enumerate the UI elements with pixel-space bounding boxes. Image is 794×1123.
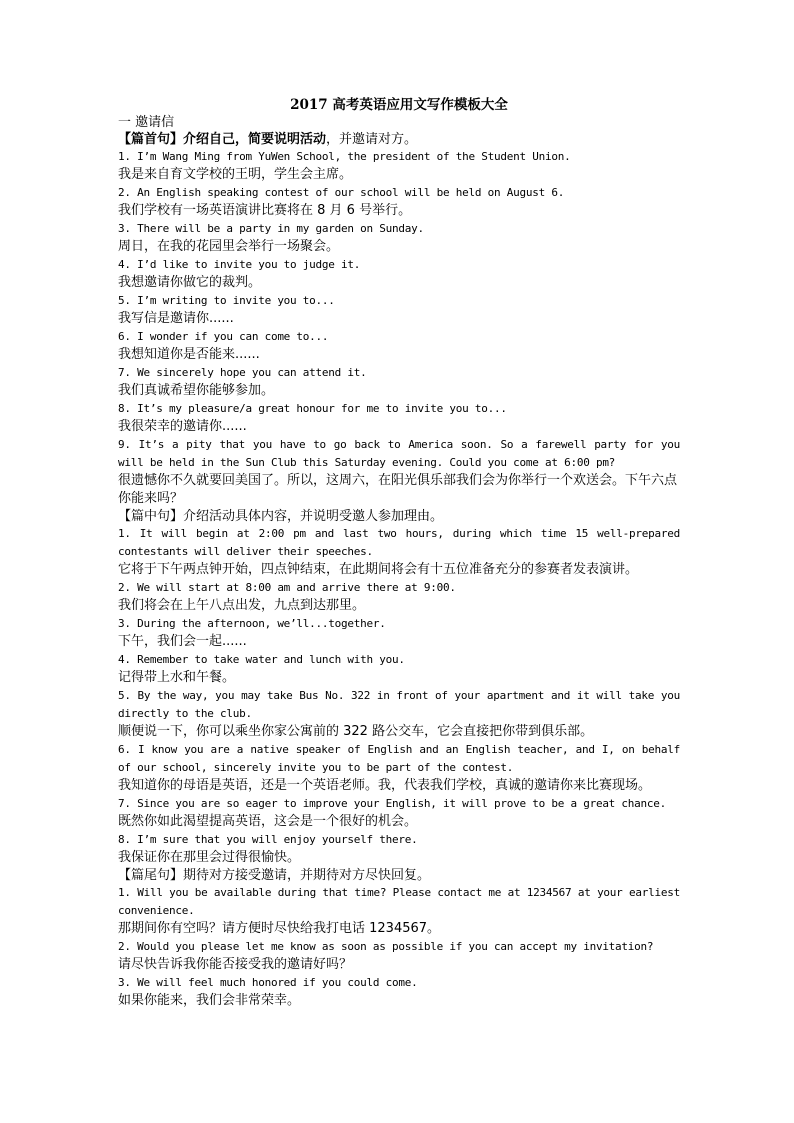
chinese-translation: 下午，我们会一起...... [118,634,247,649]
section-label [118,131,680,148]
list-item [118,436,680,508]
list-item [118,938,680,974]
english-sentence: 5. I’m writing to invite you to... [118,294,335,307]
chinese-translation: 我们将会在上午八点出发，九点到达那里。 [118,598,366,613]
english-sentence: 3. During the afternoon, we’ll...together. [118,617,386,630]
english-sentence: 1. I’m Wang Ming from YuWen School, the president of the Student Union. [118,150,571,163]
chinese-translation: 我写信是邀请你...... [118,311,234,326]
list-item [118,741,680,795]
english-sentence: 4. I’d like to invite you to judge it. [118,258,361,271]
chinese-translation: 既然你如此渴望提高英语，这会是一个很好的机会。 [118,814,418,829]
chinese-translation: 我们真诚希望你能够参加。 [118,383,275,398]
english-sentence: 3. There will be a party in my garden on Sunday. [118,222,424,235]
list-item [118,974,680,1010]
chinese-translation: 如果你能来，我们会非常荣幸。 [118,993,301,1008]
chinese-translation: 记得带上水和午餐。 [118,670,236,685]
english-sentence: 8. I’m sure that you will enjoy yourself there. [118,833,418,846]
english-sentence: 9. It’s a pity that you have to go back to America soon. So a farewell party for you will be held in the Sun Club this Saturday evening. Could you come at 6:00 pm? [118,438,680,469]
list-item [118,651,680,687]
english-sentence: 8. It’s my pleasure/a great honour for me to invite you to... [118,402,507,415]
chinese-translation: 我想知道你是否能来...... [118,347,260,362]
list-item [118,400,680,436]
list-item [118,364,680,400]
chinese-translation: 我知道你的母语是英语，还是一个英语老师。我，代表我们学校，真诚的邀请你来比赛现场。 [118,778,652,793]
chinese-translation: 我想邀请你做它的裁判。 [118,275,262,290]
chinese-translation: 那期间你有空吗？请方便时尽快给我打电话 1234567。 [118,921,441,936]
list-item [118,795,680,831]
section-label [118,508,680,525]
english-sentence: 1. It will begin at 2:00 pm and last two hours, during which time 15 well-prepared contestants will deliver their speeches. [118,527,680,558]
list-item [118,687,680,741]
chinese-translation: 周日，在我的花园里会举行一场聚会。 [118,239,340,254]
list-item [118,256,680,292]
document-page [118,96,680,1010]
letter-type-heading: 一 邀请信 [118,115,175,130]
list-item [118,184,680,220]
english-sentence: 6. I wonder if you can come to... [118,330,329,343]
chinese-translation: 顺便说一下，你可以乘坐你家公寓前的 322 路公交车，它会直接把你带到俱乐部。 [118,724,594,739]
list-item [118,525,680,579]
list-item [118,148,680,184]
english-sentence: 5. By the way, you may take Bus No. 322 in front of your apartment and it will take you directly to the club. [118,689,680,720]
english-sentence: 7. We sincerely hope you can attend it. [118,366,367,379]
english-sentence: 6. I know you are a native speaker of English and an English teacher, and I, on behalf of our school, sincerely invite you to be part of the contest. [118,743,680,774]
chinese-translation: 我们学校有一场英语演讲比赛将在 8 月 6 号举行。 [118,203,412,218]
english-sentence: 2. We will start at 8:00 am and arrive there at 9:00. [118,581,456,594]
english-sentence: 7. Since you are so eager to improve your English, it will prove to be a great chance. [118,797,667,810]
list-item [118,884,680,938]
section-label-bold: 【篇首句】介绍自己，简要说明活动 [118,132,327,147]
chinese-translation: 请尽快告诉我你能否接受我的邀请好吗？ [118,957,353,972]
english-sentence: 4. Remember to take water and lunch with you. [118,653,405,666]
document-title: 2017 高考英语应用文写作模板大全 [290,97,508,113]
section-body [118,508,680,867]
list-item [118,579,680,615]
section-opening [118,131,680,508]
chinese-translation: 我很荣幸的邀请你...... [118,419,247,434]
section-closing [118,867,680,1010]
list-item [118,328,680,364]
english-sentence: 3. We will feel much honored if you could come. [118,976,418,989]
list-item [118,615,680,651]
list-item [118,292,680,328]
chinese-translation: 我是来自育文学校的王明，学生会主席。 [118,167,353,182]
english-sentence: 2. Would you please let me know as soon as possible if you can accept my invitation? [118,940,654,953]
english-sentence: 1. Will you be available during that time? Please contact me at 1234567 at your earliest convenience. [118,886,680,917]
chinese-translation: 它将于下午两点钟开始，四点钟结束，在此期间将会有十五位准备充分的参赛者发表演讲。 [118,562,639,577]
english-sentence: 2. An English speaking contest of our school will be held on August 6. [118,186,565,199]
chinese-translation: 我保证你在那里会过得很愉快。 [118,850,301,865]
section-label-rest: 【篇中句】介绍活动具体内容，并说明受邀人参加理由。 [118,509,444,524]
chinese-translation: 很遗憾你不久就要回美国了。所以，这周六，在阳光俱乐部我们会为你举行一个欢送会。下午六点你能来吗？ [118,473,678,506]
section-label-rest: 【篇尾句】期待对方接受邀请，并期待对方尽快回复。 [118,868,431,883]
list-item [118,831,680,867]
section-label [118,867,680,884]
section-label-rest: ，并邀请对方。 [326,132,418,147]
list-item [118,220,680,256]
